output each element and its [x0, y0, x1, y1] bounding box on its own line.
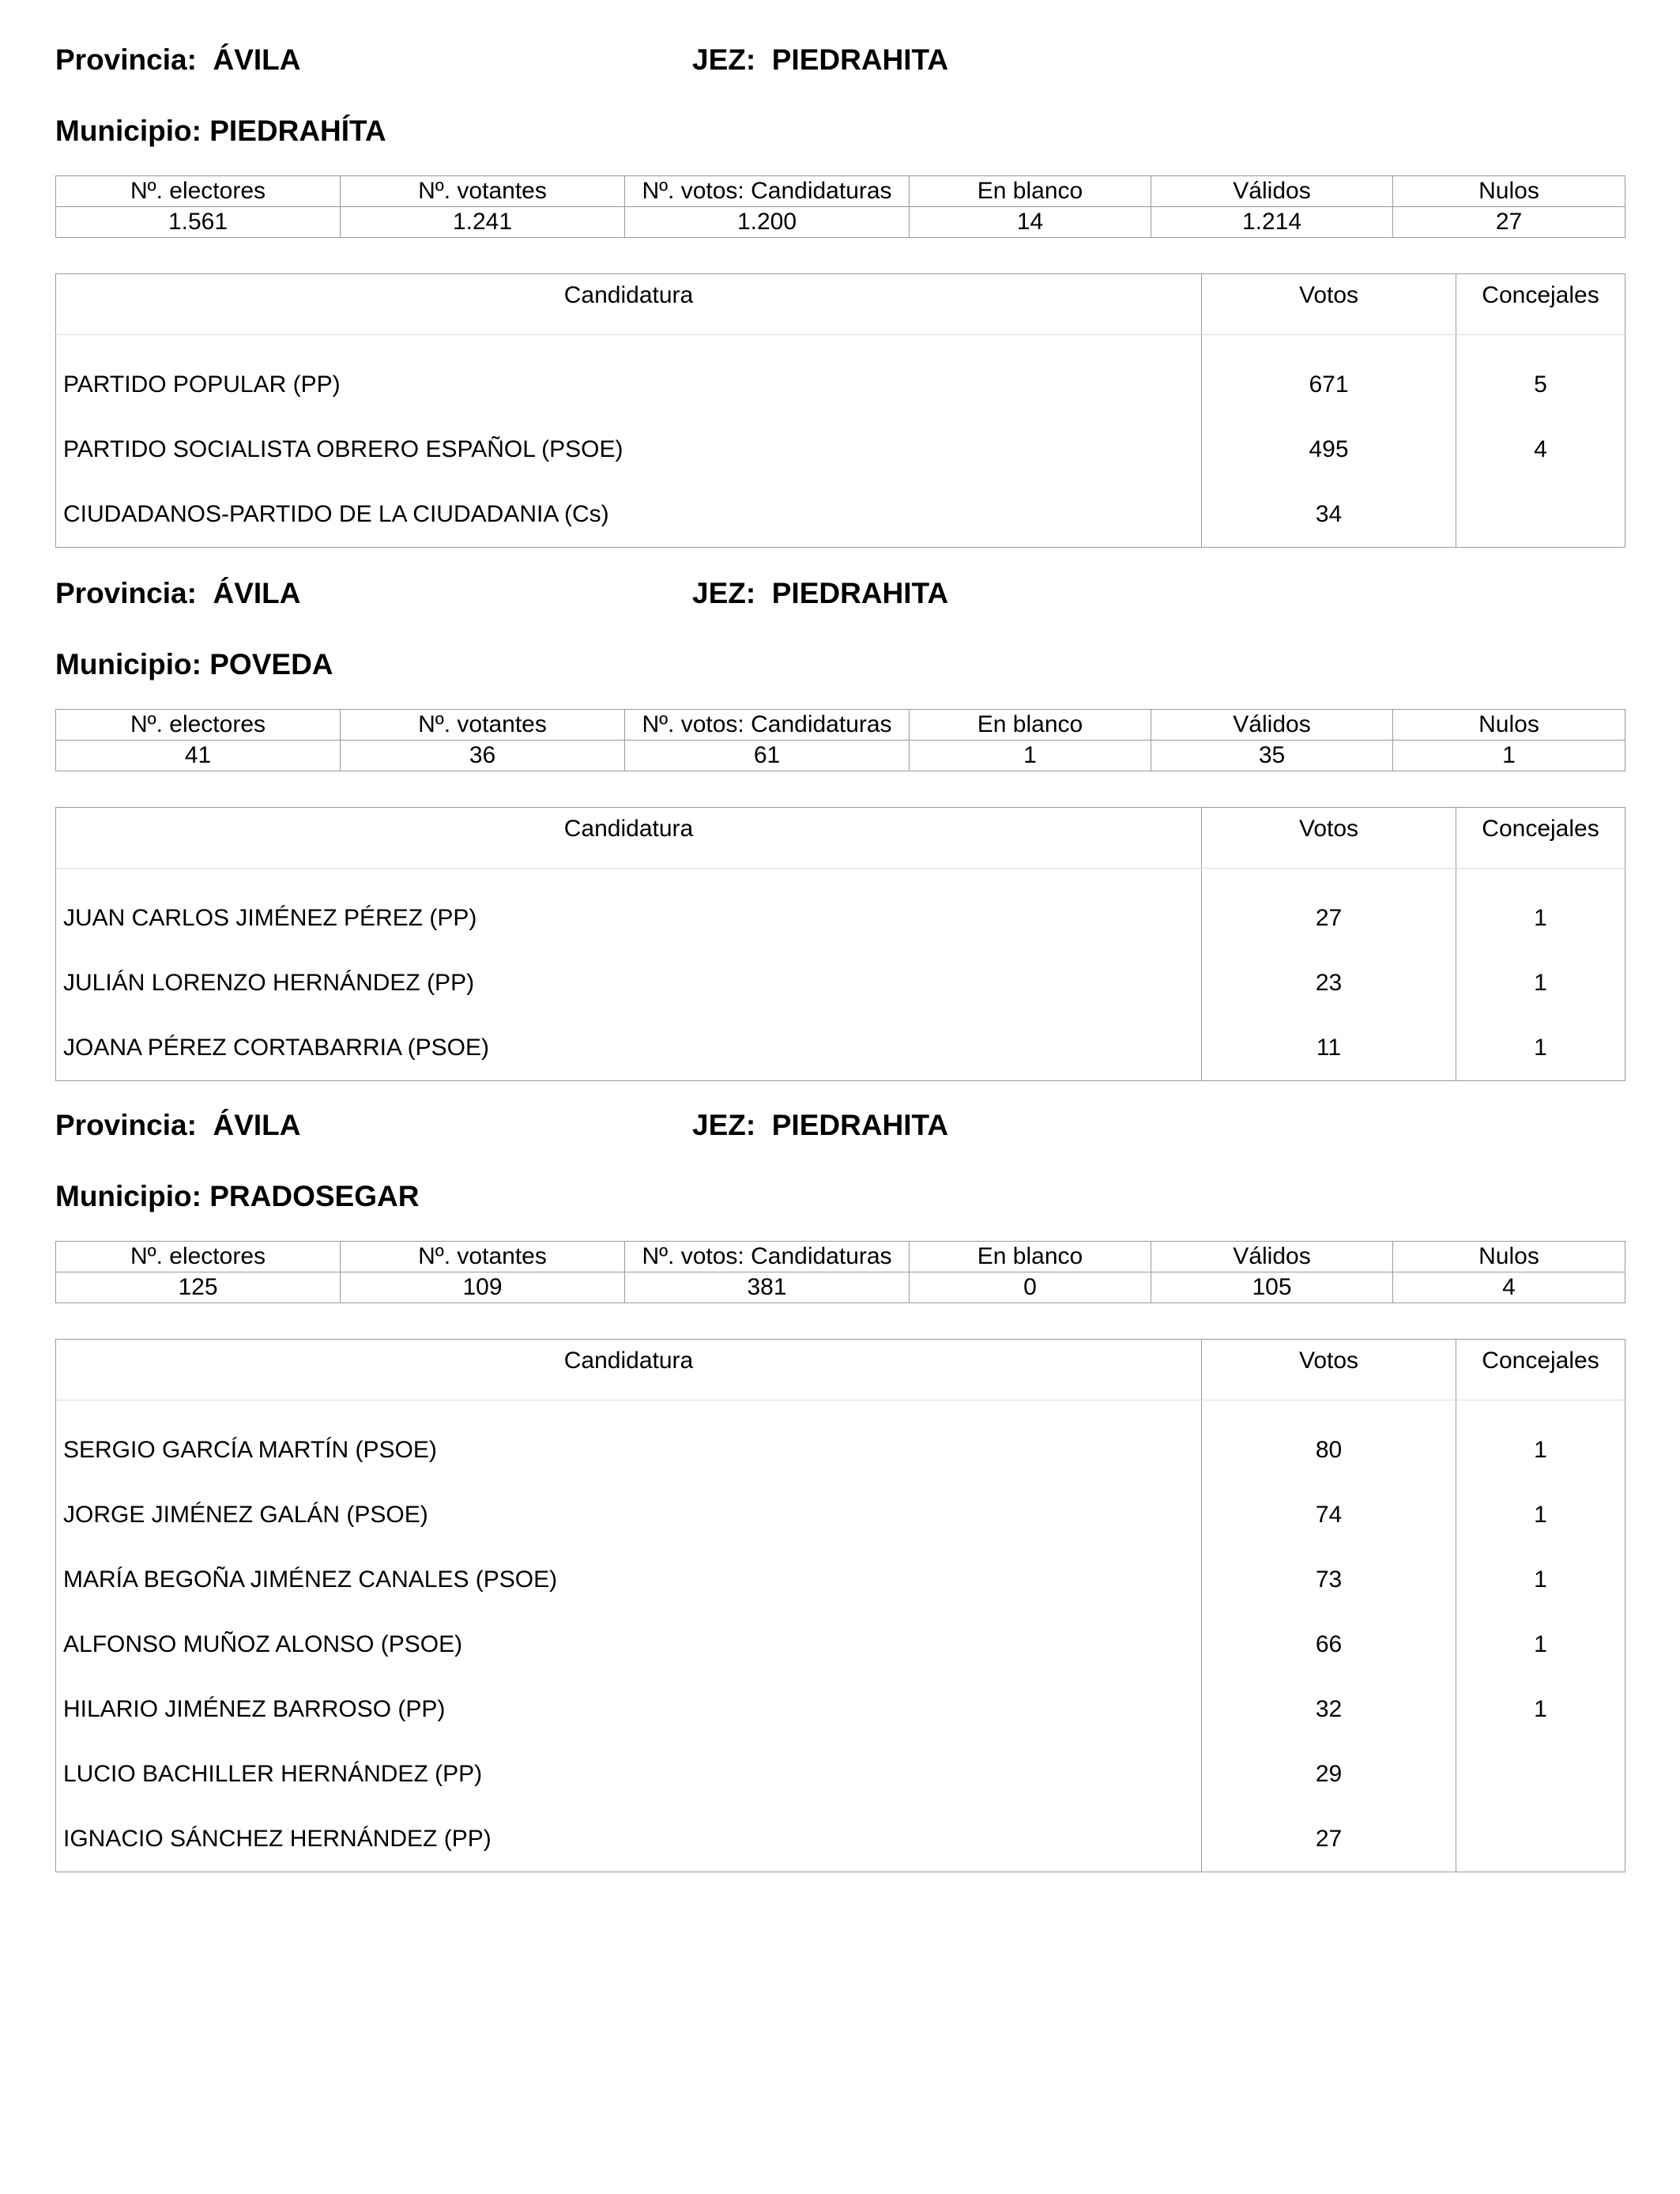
table-row — [56, 1677, 1625, 1742]
votos-cell: 73 — [1202, 1547, 1456, 1612]
summary-value-cell: 1.561 — [56, 207, 341, 238]
table-row — [56, 1418, 1625, 1483]
votos-cell: 495 — [1202, 417, 1456, 482]
summary-value-row — [56, 207, 1625, 238]
provincia-heading — [55, 1109, 300, 1142]
results-table — [55, 273, 1625, 548]
municipio-heading — [55, 648, 333, 681]
summary-value-row — [56, 1272, 1625, 1303]
summary-value-cell: 35 — [1151, 741, 1393, 771]
summary-header-cell: Nº. votantes — [341, 710, 625, 741]
concejales-cell: 1 — [1456, 886, 1625, 951]
summary-header-cell: Nulos — [1393, 710, 1625, 741]
results-header-row — [56, 274, 1625, 335]
candidatura-cell: MARÍA BEGOÑA JIMÉNEZ CANALES (PSOE) — [56, 1547, 1202, 1612]
concejales-cell: 1 — [1456, 1418, 1625, 1483]
summary-value-cell: 0 — [910, 1272, 1151, 1303]
candidatura-cell: JORGE JIMÉNEZ GALÁN (PSOE) — [56, 1483, 1202, 1547]
provincia-label: Provincia: — [55, 1109, 197, 1141]
results-header-cell: Concejales — [1456, 274, 1625, 335]
summary-header-cell: Nº. votos: Candidaturas — [625, 710, 910, 741]
concejales-cell: 1 — [1456, 1677, 1625, 1742]
summary-header-cell: Nº. electores — [56, 1242, 341, 1272]
summary-header-cell: Válidos — [1151, 176, 1393, 207]
concejales-cell: 1 — [1456, 1612, 1625, 1677]
summary-header-cell: Válidos — [1151, 1242, 1393, 1272]
summary-header-cell: Nº. electores — [56, 710, 341, 741]
jez-label: JEZ: — [692, 577, 756, 609]
provincia-heading — [55, 43, 300, 77]
candidatura-cell: LUCIO BACHILLER HERNÁNDEZ (PP) — [56, 1742, 1202, 1807]
jez-label: JEZ: — [692, 43, 756, 76]
summary-header-cell: Nº. votantes — [341, 1242, 625, 1272]
provincia-label: Provincia: — [55, 43, 197, 76]
summary-header-cell: En blanco — [910, 710, 1151, 741]
summary-value-cell: 1.214 — [1151, 207, 1393, 238]
summary-value-cell: 105 — [1151, 1272, 1393, 1303]
results-table — [55, 1339, 1625, 1872]
municipio-heading — [55, 115, 386, 148]
concejales-cell: 1 — [1456, 1016, 1625, 1081]
spacer-cell — [1202, 335, 1456, 353]
summary-header-cell: Nº. electores — [56, 176, 341, 207]
municipio-label: Municipio: — [55, 648, 202, 680]
summary-header-cell: En blanco — [910, 1242, 1151, 1272]
results-table — [55, 807, 1625, 1081]
spacer-cell — [56, 335, 1202, 353]
table-row — [56, 417, 1625, 482]
candidatura-cell: CIUDADANOS-PARTIDO DE LA CIUDADANIA (Cs) — [56, 482, 1202, 548]
jez-value: PIEDRAHITA — [771, 43, 949, 76]
summary-header-cell: Nº. votantes — [341, 176, 625, 207]
results-header-row — [56, 1340, 1625, 1400]
table-row — [56, 886, 1625, 951]
summary-header-cell: Nº. votos: Candidaturas — [625, 1242, 910, 1272]
table-row — [56, 482, 1625, 548]
provincia-label: Provincia: — [55, 577, 197, 609]
votos-cell: 80 — [1202, 1418, 1456, 1483]
results-header-cell: Candidatura — [56, 1340, 1202, 1400]
candidatura-cell: IGNACIO SÁNCHEZ HERNÁNDEZ (PP) — [56, 1807, 1202, 1872]
jez-value: PIEDRAHITA — [771, 1109, 949, 1141]
summary-table — [55, 1241, 1625, 1303]
summary-value-cell: 1.200 — [625, 207, 910, 238]
summary-header-cell: Válidos — [1151, 710, 1393, 741]
municipio-value: PIEDRAHÍTA — [209, 115, 386, 147]
table-row — [56, 951, 1625, 1016]
summary-value-cell: 36 — [341, 741, 625, 771]
votos-cell: 27 — [1202, 886, 1456, 951]
summary-value-cell: 27 — [1393, 207, 1625, 238]
votos-cell: 32 — [1202, 1677, 1456, 1742]
summary-header-row — [56, 1242, 1625, 1272]
results-spacer-row — [56, 869, 1625, 887]
table-row — [56, 1612, 1625, 1677]
results-header-cell: Candidatura — [56, 274, 1202, 335]
municipio-value: POVEDA — [209, 648, 333, 680]
municipio-label: Municipio: — [55, 1180, 202, 1212]
summary-value-cell: 61 — [625, 741, 910, 771]
provincia-value: ÁVILA — [213, 577, 301, 609]
summary-header-cell: Nulos — [1393, 176, 1625, 207]
summary-table — [55, 709, 1625, 771]
spacer-cell — [1456, 869, 1625, 887]
results-spacer-row — [56, 1400, 1625, 1419]
votos-cell: 74 — [1202, 1483, 1456, 1547]
concejales-cell: 5 — [1456, 352, 1625, 417]
summary-value-cell: 109 — [341, 1272, 625, 1303]
jez-heading — [692, 43, 948, 77]
candidatura-cell: JOANA PÉREZ CORTABARRIA (PSOE) — [56, 1016, 1202, 1081]
spacer-cell — [56, 869, 1202, 887]
results-header-cell: Votos — [1202, 1340, 1456, 1400]
jez-value: PIEDRAHITA — [771, 577, 949, 609]
concejales-cell: 1 — [1456, 1483, 1625, 1547]
candidatura-cell: JULIÁN LORENZO HERNÁNDEZ (PP) — [56, 951, 1202, 1016]
votos-cell: 11 — [1202, 1016, 1456, 1081]
concejales-cell: 4 — [1456, 417, 1625, 482]
votos-cell: 34 — [1202, 482, 1456, 548]
votos-cell: 23 — [1202, 951, 1456, 1016]
table-row — [56, 1483, 1625, 1547]
summary-value-cell: 1.241 — [341, 207, 625, 238]
summary-header-cell: Nulos — [1393, 1242, 1625, 1272]
summary-value-cell: 125 — [56, 1272, 341, 1303]
jez-heading — [692, 577, 948, 610]
municipio-heading — [55, 1180, 419, 1213]
summary-header-row — [56, 176, 1625, 207]
summary-header-cell: Nº. votos: Candidaturas — [625, 176, 910, 207]
summary-value-cell: 1 — [910, 741, 1151, 771]
results-spacer-row — [56, 335, 1625, 353]
concejales-cell — [1456, 1742, 1625, 1807]
results-header-cell: Concejales — [1456, 1340, 1625, 1400]
municipio-value: PRADOSEGAR — [209, 1180, 420, 1212]
candidatura-cell: ALFONSO MUÑOZ ALONSO (PSOE) — [56, 1612, 1202, 1677]
candidatura-cell: PARTIDO POPULAR (PP) — [56, 352, 1202, 417]
summary-header-cell: En blanco — [910, 176, 1151, 207]
table-row — [56, 1547, 1625, 1612]
jez-heading — [692, 1109, 948, 1142]
summary-table — [55, 175, 1625, 238]
summary-value-cell: 4 — [1393, 1272, 1625, 1303]
table-row — [56, 352, 1625, 417]
results-header-row — [56, 808, 1625, 869]
spacer-cell — [1456, 335, 1625, 353]
summary-value-cell: 41 — [56, 741, 341, 771]
candidatura-cell: JUAN CARLOS JIMÉNEZ PÉREZ (PP) — [56, 886, 1202, 951]
votos-cell: 27 — [1202, 1807, 1456, 1872]
jez-label: JEZ: — [692, 1109, 756, 1141]
municipio-label: Municipio: — [55, 115, 202, 147]
table-row — [56, 1807, 1625, 1872]
votos-cell: 671 — [1202, 352, 1456, 417]
results-header-cell: Votos — [1202, 274, 1456, 335]
summary-value-cell: 14 — [910, 207, 1151, 238]
votos-cell: 29 — [1202, 1742, 1456, 1807]
summary-value-row — [56, 741, 1625, 771]
summary-value-cell: 1 — [1393, 741, 1625, 771]
candidatura-cell: SERGIO GARCÍA MARTÍN (PSOE) — [56, 1418, 1202, 1483]
results-header-cell: Candidatura — [56, 808, 1202, 869]
summary-header-row — [56, 710, 1625, 741]
spacer-cell — [1202, 869, 1456, 887]
table-row — [56, 1016, 1625, 1081]
provincia-heading — [55, 577, 300, 610]
provincia-value: ÁVILA — [213, 43, 301, 76]
concejales-cell: 1 — [1456, 951, 1625, 1016]
votos-cell: 66 — [1202, 1612, 1456, 1677]
spacer-cell — [56, 1400, 1202, 1419]
provincia-value: ÁVILA — [213, 1109, 301, 1141]
concejales-cell — [1456, 482, 1625, 548]
candidatura-cell: HILARIO JIMÉNEZ BARROSO (PP) — [56, 1677, 1202, 1742]
summary-value-cell: 381 — [625, 1272, 910, 1303]
results-header-cell: Votos — [1202, 808, 1456, 869]
spacer-cell — [1456, 1400, 1625, 1419]
concejales-cell — [1456, 1807, 1625, 1872]
concejales-cell: 1 — [1456, 1547, 1625, 1612]
results-header-cell: Concejales — [1456, 808, 1625, 869]
spacer-cell — [1202, 1400, 1456, 1419]
candidatura-cell: PARTIDO SOCIALISTA OBRERO ESPAÑOL (PSOE) — [56, 417, 1202, 482]
table-row — [56, 1742, 1625, 1807]
